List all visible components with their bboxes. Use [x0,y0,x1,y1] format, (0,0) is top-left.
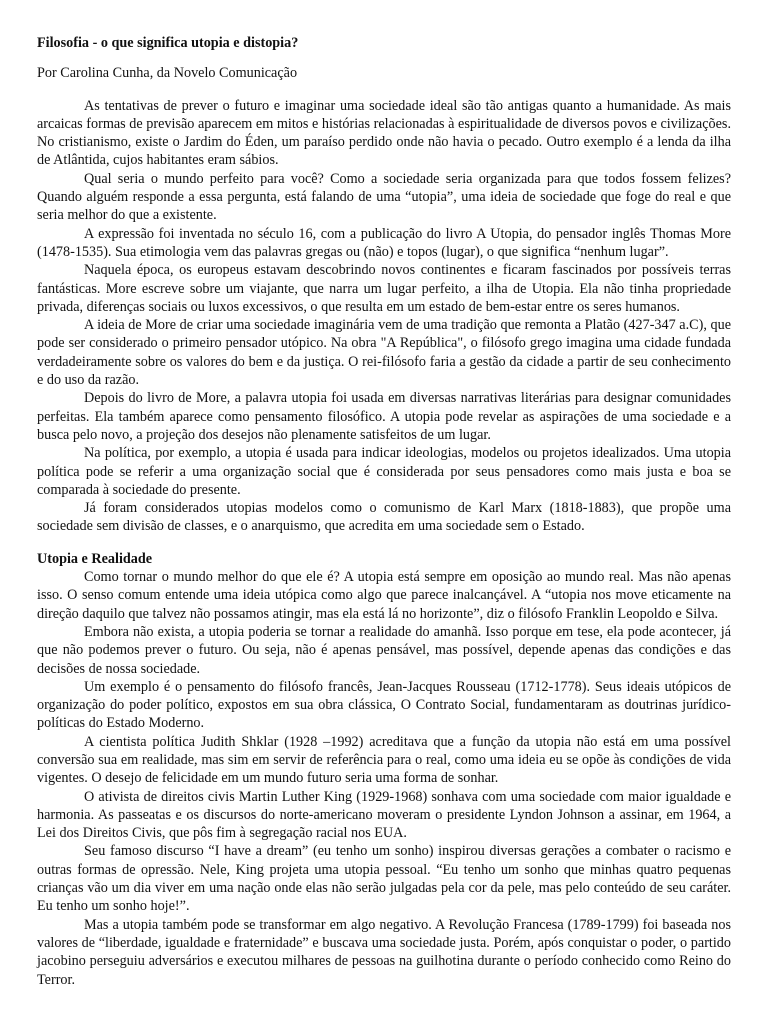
paragraph: O ativista de direitos civis Martin Luther King (1929-1968) sonhava com uma sociedade com maior igualdade e harmonia. As passeatas e os discursos do norte-americano moveram o presidente Lyndon Johnson a assinar, em 1964, a Lei dos Direitos Civis, que pôs fim à segregação racial nos EUA. [37,788,731,842]
byline: Por Carolina Cunha, da Novelo Comunicação [37,65,298,82]
paragraph: Mas a utopia também pode se transformar em algo negativo. A Revolução Francesa (1789-1799) foi baseada nos valores de “liberdade, igualdade e fraternidade” e buscava uma sociedade justa. Porém, após conquistar o poder, o partido jacobino perseguiu adversários e executou milhares de pessoas na guilhotina durante o período conhecido como Reino do Terror. [37,916,731,988]
paragraph: Seu famoso discurso “I have a dream” (eu tenho um sonho) inspirou diversas gerações a combater o racismo e outras formas de opressão. Nele, King projeta uma utopia pessoal. “Eu tenho um sonho que minhas quatro pequenas crianças vão um dia viver em uma nação onde elas não serão julgadas pela cor da pele, mas pelo conteúdo de seu caráter. Eu tenho um sonho hoje!”. [37,843,731,915]
paragraph: Como tornar o mundo melhor do que ele é? A utopia está sempre em oposição ao mundo real. Mas não apenas isso. O senso comum entende uma ideia utópica como algo que parece inalcançável. A “utopia nos move eticamente na direção daquilo que talvez não possamos atingir, mas ela está lá no horizonte”, diz o filósofo Franklin Leopoldo e Silva. [37,569,731,622]
paragraph: Já foram considerados utopias modelos como o comunismo de Karl Marx (1818-1883), que propõe uma sociedade sem divisão de classes, e o anarquismo, que acredita em uma sociedade sem o Estado. [37,500,731,535]
paragraph: Depois do livro de More, a palavra utopia foi usada em diversas narrativas literárias para designar comunidades perfeitas. Ela também aparece como pensamento filosófico. A utopia pode revelar as aspirações de uma sociedade e a busca pelo novo, a projeção dos desejos não plenamente satisfeitos de um lugar. [37,390,731,443]
paragraph: Qual seria o mundo perfeito para você? Como a sociedade seria organizada para que todos fossem felizes? Quando alguém responde a essa pergunta, está falando de uma “utopia”, uma ideia de sociedade que foge do real e que seria melhor do que a existente. [37,170,731,224]
paragraph: A expressão foi inventada no século 16, com a publicação do livro A Utopia, do pensador inglês Thomas More (1478-1535). Sua etimologia vem das palavras gregas ou (não) e topos (lugar), o que significa “nenhum lugar”. [37,225,731,260]
paragraph: Um exemplo é o pensamento do filósofo francês, Jean-Jacques Rousseau (1712-1778). Seus ideais utópicos de organização do poder político, expostos em sua obra clássica, O Contrato Social, fundamentaram as doutrinas jurídico-políticas do Estado Moderno. [37,678,731,732]
section-heading: Utopia e Realidade [37,550,153,567]
paragraph: A ideia de More de criar uma sociedade imaginária vem de uma tradição que remonta a Platão (427-347 a.C), que pode ser considerado o primeiro pensador utópico. Na obra "A República", o filósofo grego imagina uma cidade fundada verdadeiramente sobre os valores do bem e da justiça. O rei-filósofo faria a gestão da cidade a partir de seu conhecimento e do uso da razão. [37,317,731,389]
paragraph: A cientista política Judith Shklar (1928 –1992) acreditava que a função da utopia não está em uma possível conversão sua em realidade, mas sim em servir de referência para o real, como uma ideia eu se opõe às condições de vida vigentes. O desejo de felicidade em um mundo futuro seria uma forma de sonhar. [37,733,731,787]
paragraph: As tentativas de prever o futuro e imaginar uma sociedade ideal são tão antigas quanto a humanidade. As mais arcaicas formas de previsão aparecem em mitos e histórias relacionadas à espiritualidade de diversos povos e civilizações. No cristianismo, existe o Jardim do Éden, um paraíso perdido onde não havia o pecado. Outro exemplo é a lenda da ilha de Atlântida, cujos habitantes eram sábios. [37,97,731,169]
paragraph: Embora não exista, a utopia poderia se tornar a realidade do amanhã. Isso porque em tese, ela pode acontecer, já que não podemos prever o futuro. Ou seja, não é apenas pensável, mas possível, depende apenas das condições e das decisões de nossa sociedade. [37,623,731,677]
paragraph: Naquela época, os europeus estavam descobrindo novos continentes e ficaram fascinados por possíveis terras fantásticas. More escreve sobre um viajante, que narra um lugar perfeito, a ilha de Utopia. Ela não tinha propriedade privada, diferenças sociais ou luxos excessivos, o que resulta em um estado de bem-estar entre os seres humanos. [37,262,731,315]
paragraph: Na política, por exemplo, a utopia é usada para indicar ideologias, modelos ou projetos idealizados. Uma utopia política pode se referir a uma organização social que é considerada por seus pensadores como mais justa e boa se comparada à sociedade do presente. [37,445,731,498]
document-title: Filosofia - o que significa utopia e distopia? [37,35,299,51]
